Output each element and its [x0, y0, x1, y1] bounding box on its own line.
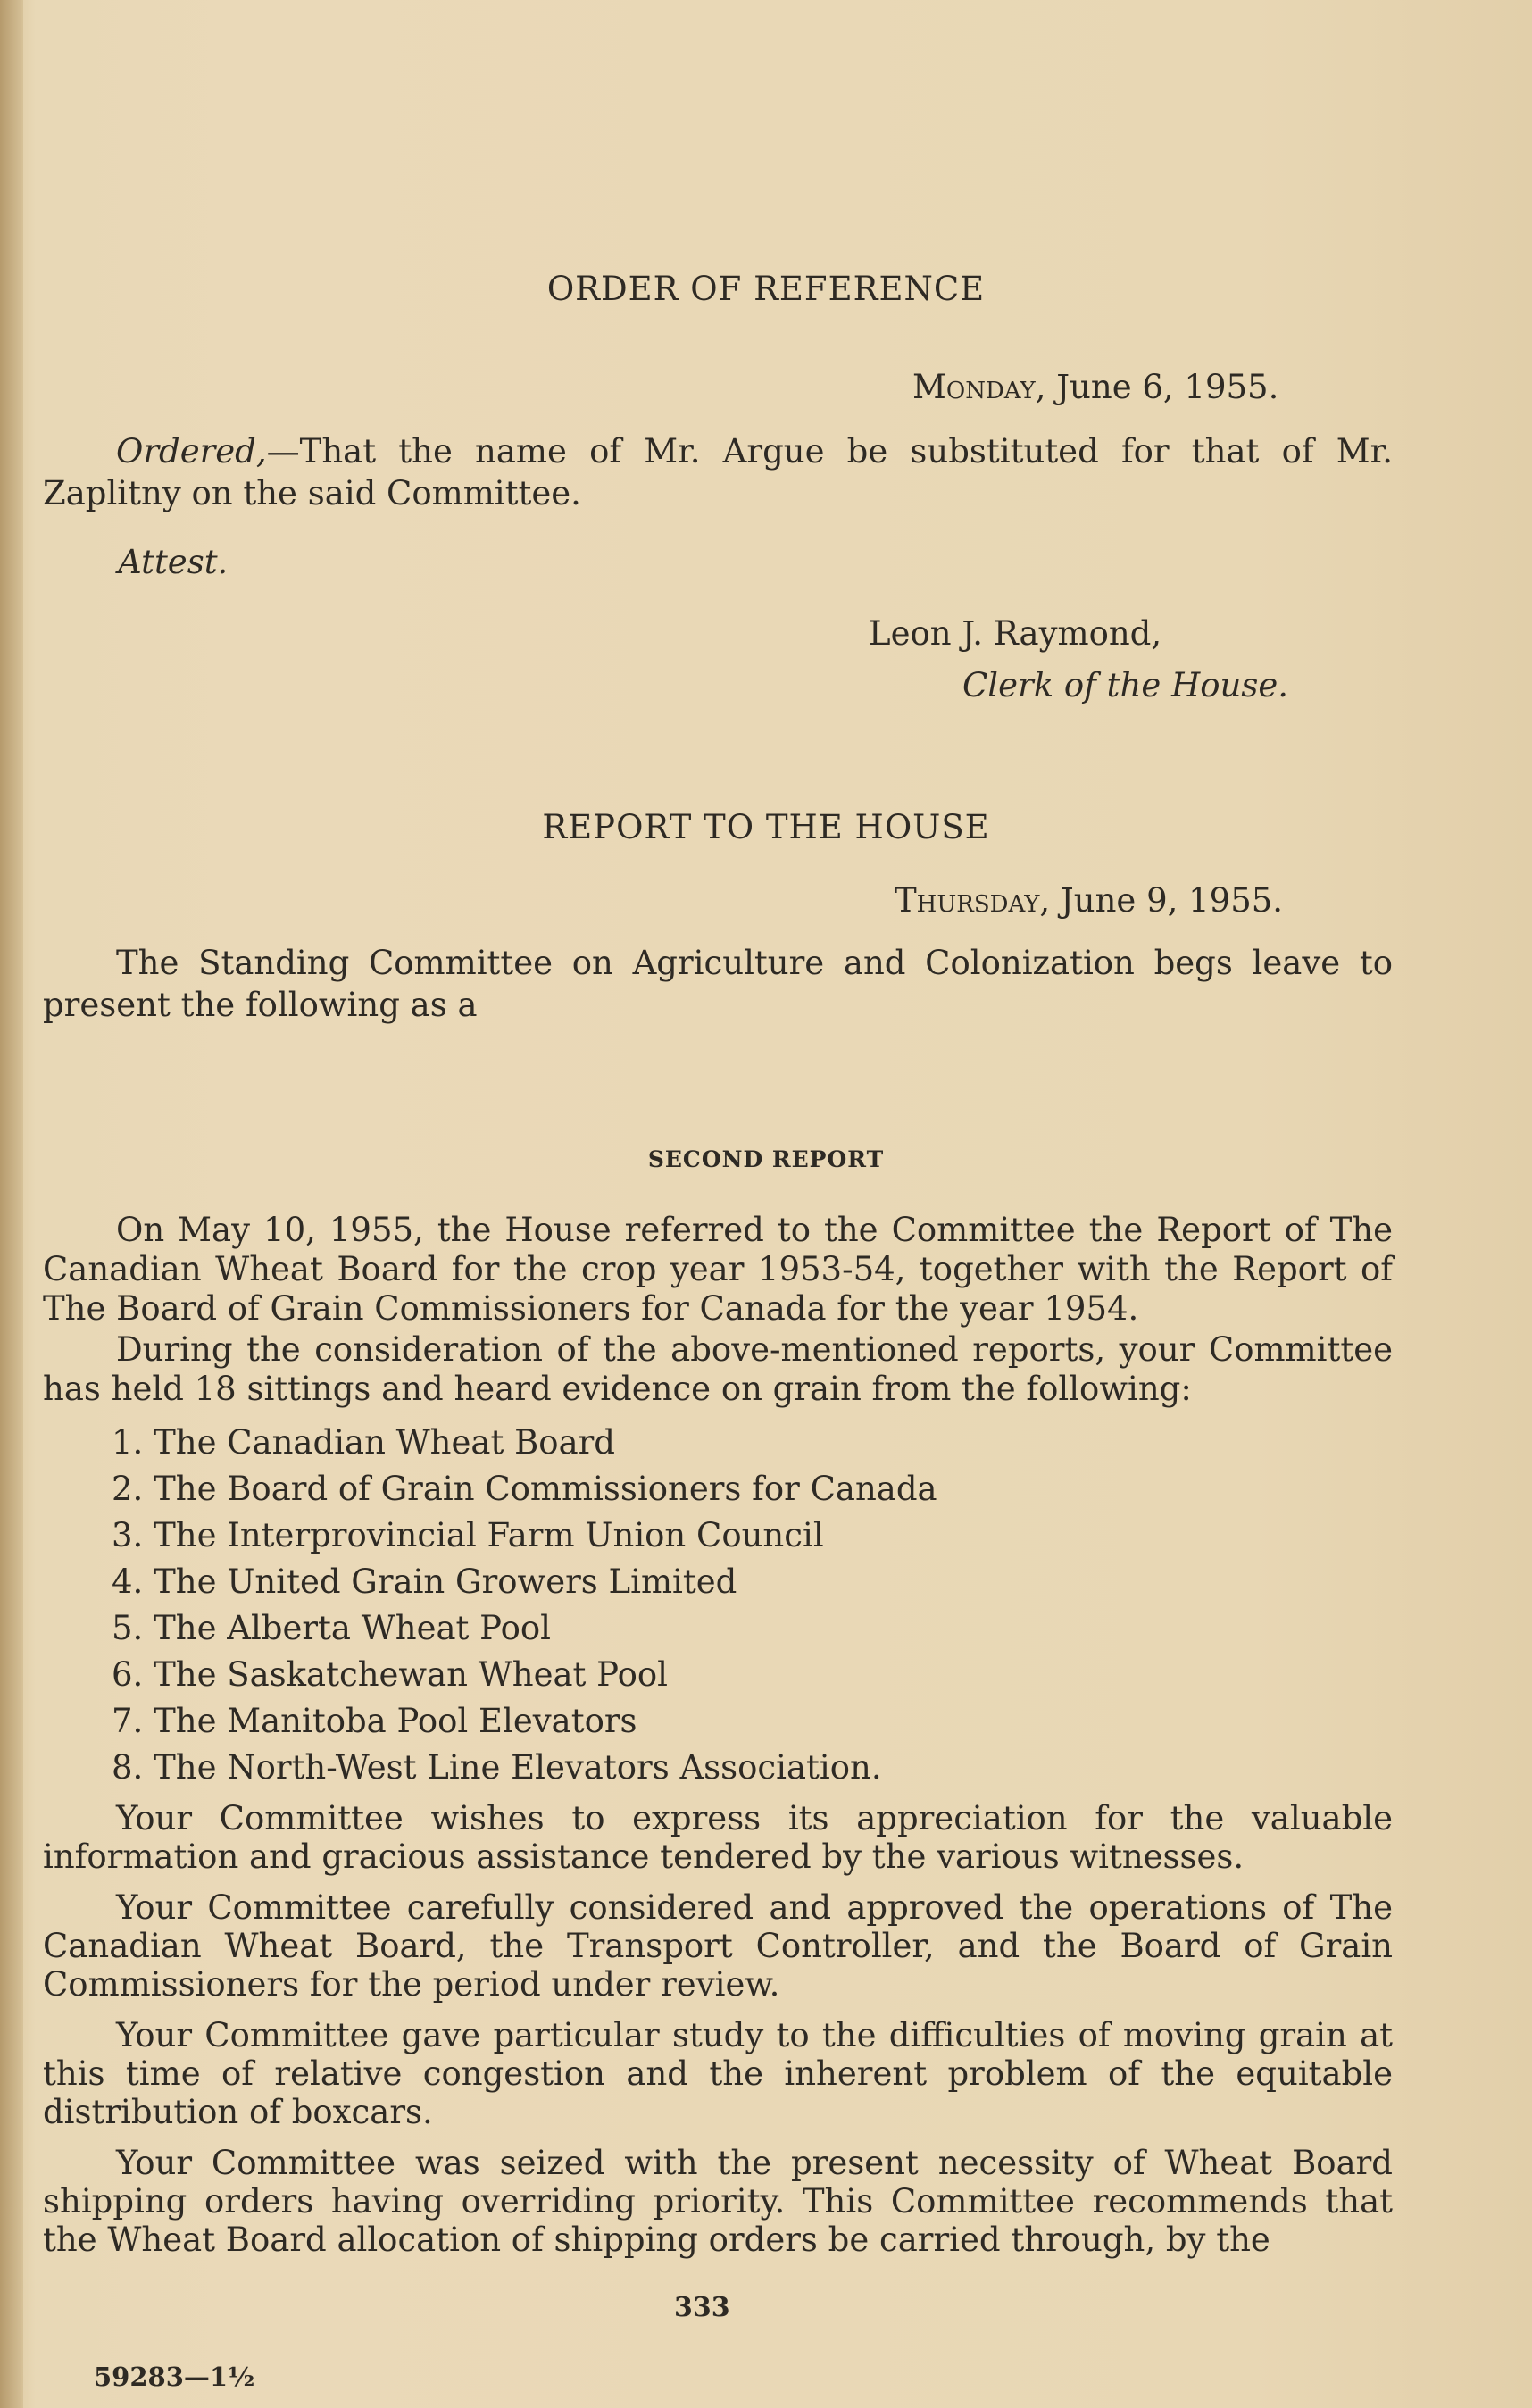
signatory-name: Leon J. Raymond,: [869, 614, 1162, 653]
book-spine-shadow: [0, 0, 23, 2408]
list-item: 8. The North-West Line Elevators Association.: [112, 1748, 882, 1787]
list-item: 6. The Saskatchewan Wheat Pool: [112, 1655, 668, 1694]
order-of-reference-heading: ORDER OF REFERENCE: [546, 270, 986, 308]
print-code: 59283—1½: [94, 2362, 255, 2392]
report-intro: The Standing Committee on Agriculture and Colonization begs leave to present the following as a: [43, 944, 1393, 1024]
report-para-4: Your Committee carefully considered and approved the operations of The Canadian Wheat Board, the Transport Controller, and the Board of Grain Commissioners for the period under review.: [43, 1888, 1393, 2004]
order-date: [912, 368, 1278, 406]
list-item: 4. The United Grain Growers Limited: [112, 1562, 737, 1601]
report-para-3: Your Committee wishes to express its appreciation for the valuable information and gracious assistance tendered by the various witnesses.: [43, 1799, 1393, 1876]
ordered-paragraph: [43, 430, 1393, 514]
second-report-heading: SECOND REPORT: [647, 1146, 885, 1172]
report-date-day: Thursday: [895, 881, 1040, 920]
ordered-label: Ordered,: [116, 432, 267, 471]
list-item: 7. The Manitoba Pool Elevators: [112, 1702, 637, 1740]
list-item: 1. The Canadian Wheat Board: [112, 1423, 615, 1462]
list-item: 2. The Board of Grain Commissioners for Canada: [112, 1470, 937, 1508]
report-para-6: Your Committee was seized with the present necessity of Wheat Board shipping orders having overriding priority. This Committee recommends that the Wheat Board allocation of shipping orders be carried through, by the: [43, 2144, 1393, 2259]
signatory-title: Clerk of the House.: [962, 666, 1289, 704]
list-item: 3. The Interprovincial Farm Union Council: [112, 1516, 824, 1554]
report-heading: REPORT TO THE HOUSE: [542, 808, 990, 846]
report-date: [895, 881, 1283, 920]
ordered-text: —That the name of Mr. Argue be substituted for that of Mr. Zaplitny on the said Committee.: [43, 432, 1393, 512]
attest-label: Attest.: [118, 543, 229, 581]
report-para-2: During the consideration of the above-mentioned reports, your Committee has held 18 sittings and heard evidence on grain from the following:: [43, 1330, 1393, 1408]
report-date-rest: , June 9, 1955.: [1039, 881, 1284, 920]
report-para-5: Your Committee gave particular study to the difficulties of moving grain at this time of relative congestion and the inherent problem of the equitable distribution of boxcars.: [43, 2016, 1393, 2131]
witness-list: [112, 1420, 937, 1791]
report-para-1: On May 10, 1955, the House referred to the Committee the Report of The Canadian Wheat Board for the crop year 1953-54, together with the Report of The Board of Grain Commissioners for Canada for the year 1954.: [43, 1211, 1393, 1328]
list-item: 5. The Alberta Wheat Pool: [112, 1609, 551, 1647]
order-date-day: Monday: [912, 368, 1036, 406]
order-date-rest: , June 6, 1955.: [1035, 368, 1279, 406]
page-number: 333: [674, 2292, 730, 2323]
